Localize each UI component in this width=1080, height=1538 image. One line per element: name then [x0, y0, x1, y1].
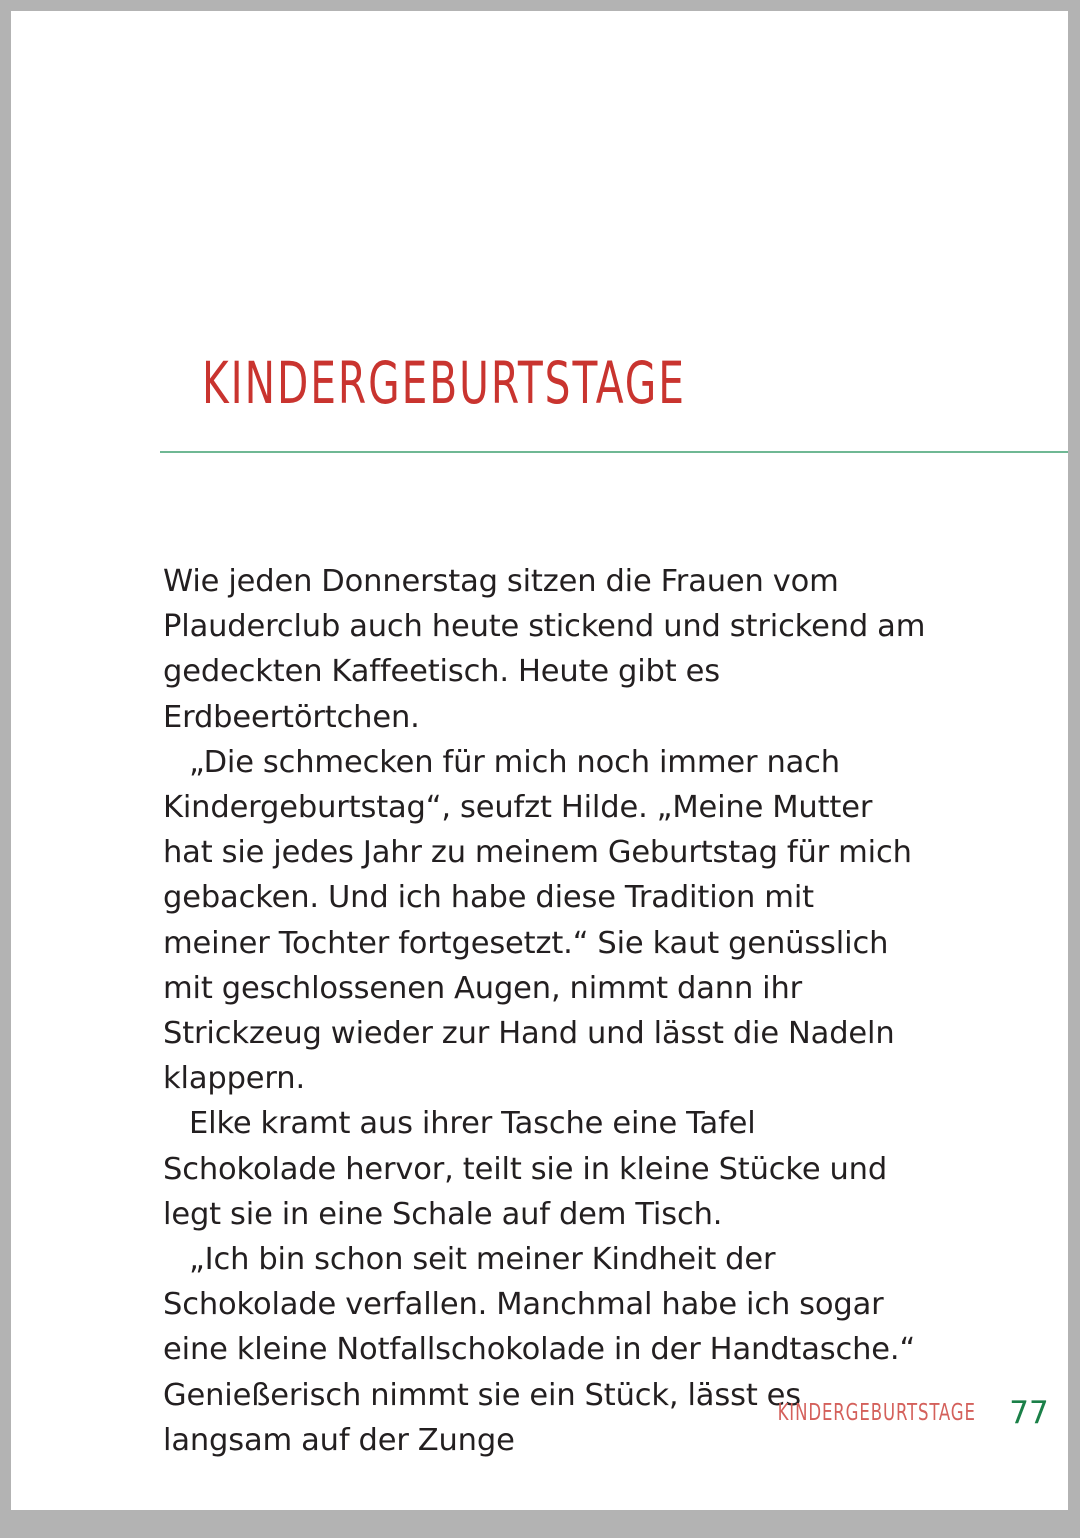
page-title: KINDERGEBURTSTAGE [202, 349, 686, 417]
paragraph: „Ich bin schon seit meiner Kindheit der Schokolade verfallen. Manchmal habe ich sogar eine kleine Notfallschokolade in der Handtasche.“ Genießerisch nimmt sie ein Stück, lässt es langsam auf der Zunge [163, 1242, 916, 1458]
paragraph: „Die schmecken für mich noch immer nach Kindergeburtstag“, seufzt Hilde. „Meine Mutter hat sie jedes Jahr zu meinem Geburtstag für mich gebacken. Und ich habe diese Tradition mit meiner Tochter fortgesetzt.“ Sie kaut genüsslich mit geschlossenen Augen, nimmt dann ihr Strickzeug wieder zur Hand und lässt die Nadeln klappern. [163, 744, 912, 1097]
page-number: 77 [1009, 1395, 1049, 1431]
page-footer [11, 1397, 1068, 1443]
chapter-header [11, 347, 1068, 457]
paragraph: Elke kramt aus ihrer Tasche eine Tafel Schokolade hervor, teilt sie in kleine Stücke und legt sie in eine Schale auf dem Tisch. [163, 1106, 888, 1232]
running-head: KINDERGEBURTSTAGE [777, 1400, 976, 1426]
body-text [163, 559, 928, 1463]
paragraph: Wie jeden Donnerstag sitzen die Frauen vom Plauderclub auch heute stickend und strickend am gedeckten Kaffeetisch. Heute gibt es Erdbeertörtchen. [163, 564, 926, 735]
book-page [11, 11, 1068, 1510]
title-divider [160, 451, 1068, 453]
